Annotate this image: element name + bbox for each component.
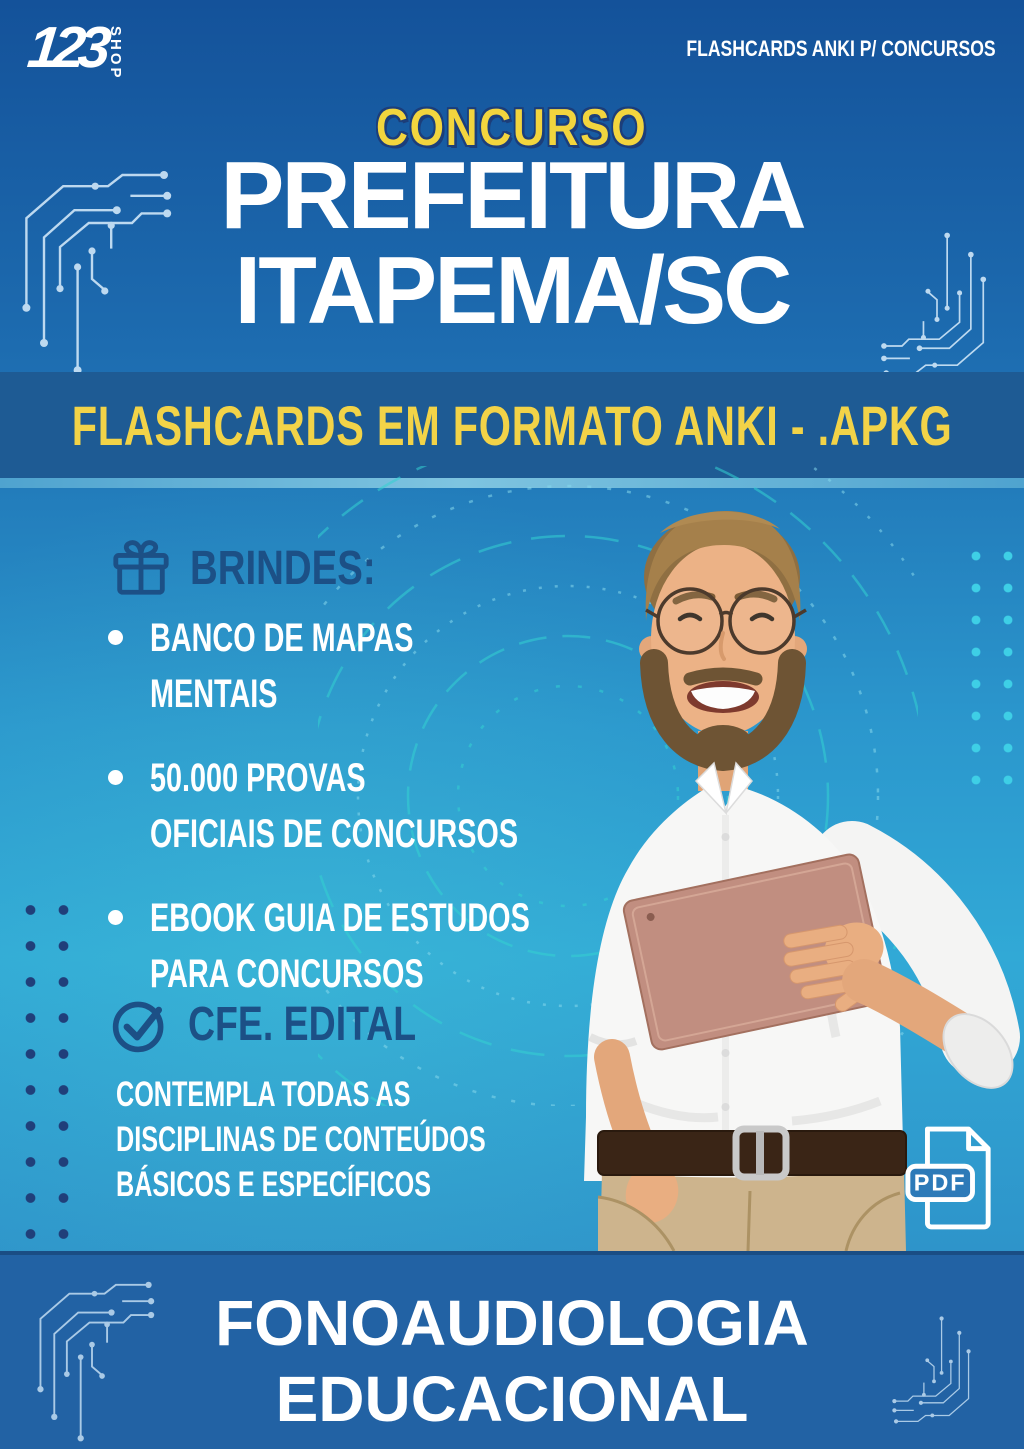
- circuit-bottom-right-icon: [856, 1316, 1012, 1434]
- pdf-icon-label: PDF: [913, 1169, 967, 1196]
- bullet-dot-icon: [108, 770, 123, 785]
- gift-item-line: MENTAIS: [150, 672, 278, 716]
- edital-heading: CFE. EDITAL: [188, 998, 417, 1051]
- right-dot-grid: [960, 540, 1024, 798]
- pdf-file-icon: [902, 1120, 996, 1236]
- format-banner: [0, 372, 1024, 478]
- edital-paragraph: [116, 1072, 629, 1207]
- gifts-heading: BRINDES:: [190, 542, 376, 595]
- brand-logo: [24, 15, 124, 81]
- gift-item: [108, 890, 608, 1002]
- footer-title-line-2: EDUCACIONAL: [275, 1363, 749, 1435]
- circuit-bottom-left-icon: [6, 1266, 178, 1442]
- left-dot-grid: [14, 892, 80, 1254]
- man-head: [639, 511, 807, 757]
- gifts-heading-row: [110, 538, 422, 600]
- logo-number: 123: [24, 15, 108, 80]
- gift-item-line: PARA CONCURSOS: [150, 952, 424, 996]
- gift-item: [108, 750, 608, 862]
- edital-line-2: DISCIPLINAS DE CONTEÚDOS: [116, 1120, 486, 1159]
- gift-item-line: BANCO DE MAPAS: [150, 616, 414, 660]
- check-circle-icon: [110, 995, 170, 1055]
- hero-title-line-2: ITAPEMA/SC: [234, 237, 790, 344]
- edital-line-1: CONTEMPLA TODAS AS: [116, 1075, 411, 1114]
- gift-item-line: EBOOK GUIA DE ESTUDOS: [150, 896, 530, 940]
- man-belt: [598, 1129, 906, 1177]
- bullet-dot-icon: [108, 630, 123, 645]
- logo-shop-label: SHOP: [106, 26, 124, 81]
- hero-kicker: CONCURSO: [376, 99, 648, 157]
- edital-line-3: BÁSICOS E ESPECÍFICOS: [116, 1165, 432, 1204]
- gift-icon: [110, 538, 172, 600]
- hero-title-line-1: PREFEITURA: [220, 142, 804, 249]
- gift-item-line: OFICIAIS DE CONCURSOS: [150, 812, 519, 856]
- hero-title: [0, 142, 1024, 344]
- gift-item: [108, 610, 608, 722]
- gift-item-line: 50.000 PROVAS: [150, 756, 366, 800]
- format-banner-text: FLASHCARDS EM FORMATO ANKI - .APKG: [71, 393, 953, 457]
- edital-heading-row: [110, 994, 480, 1056]
- gifts-list: [108, 610, 608, 1030]
- header-tagline: FLASHCARDS ANKI P/ CONCURSOS: [686, 36, 996, 61]
- bullet-dot-icon: [108, 910, 123, 925]
- footer-title-line-1: FONOAUDIOLOGIA: [215, 1287, 809, 1359]
